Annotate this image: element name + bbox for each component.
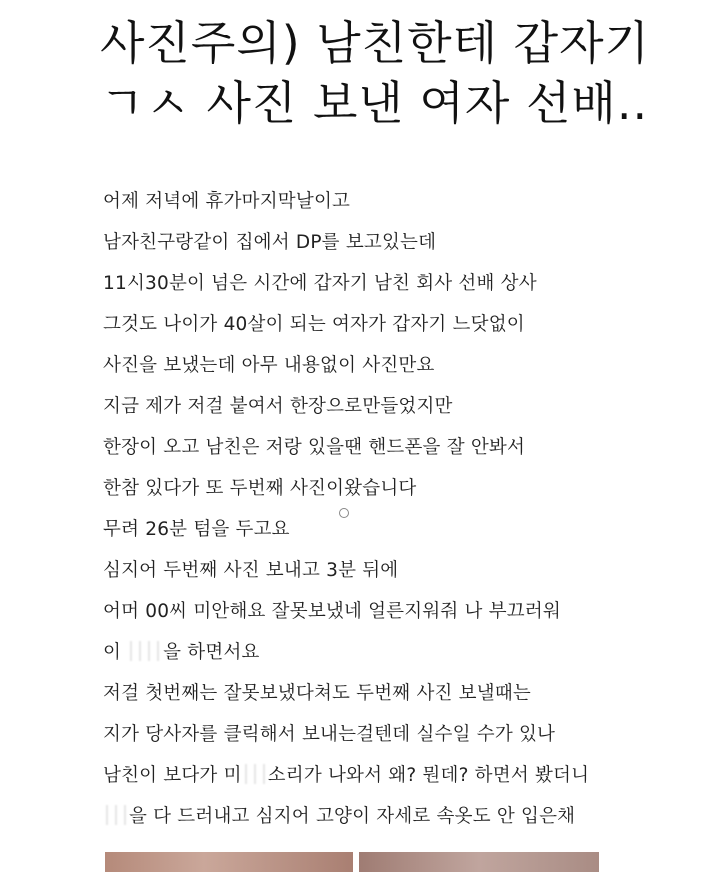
body-line-15-start: 남친이 보다가 미 (103, 765, 242, 786)
body-line-5: 사진을 보냈는데 아무 내용없이 사진만요 (103, 355, 435, 376)
blurred-word (127, 641, 163, 661)
body-line-7: 한장이 오고 남친은 저랑 있을땐 핸드폰을 잘 안봐서 (103, 437, 526, 458)
body-line-16 (103, 803, 589, 844)
body-line-4: 그것도 나이가 40살이 되는 여자가 갑자기 느닷없이 (103, 314, 525, 335)
blurred-word (103, 805, 129, 825)
body-line-8: 한참 있다가 또 두번째 사진이왔습니다 (103, 478, 417, 499)
body-line-15-end: 소리가 나와서 왜? 뭔데? 하면서 봤더니 (267, 765, 590, 786)
page-title-line-2: ㄱㅅ 사진 보낸 여자 선배.. (100, 76, 649, 130)
body-line-16-end: 을 다 드러내고 심지어 고양이 자세로 속옷도 안 입은채 (129, 806, 576, 827)
body-line-2: 남자친구랑같이 집에서 DP를 보고있는데 (103, 232, 437, 253)
body-line-11: 어머 00씨 미안해요 잘못보냈네 얼른지워줘 나 부끄러워 (103, 601, 561, 622)
body-line-10: 심지어 두번째 사진 보내고 3분 뒤에 (103, 560, 399, 581)
body-line-3: 11시30분이 넘은 시간에 갑자기 남친 회사 선배 상사 (103, 273, 537, 294)
body-line-9: 무려 26분 텀을 두고요 (103, 519, 290, 540)
body-line-13: 저걸 첫번째는 잘못보냈다쳐도 두번째 사진 보낼때는 (103, 683, 531, 704)
body-line-14: 지가 당사자를 클릭해서 보내는걸텐데 실수일 수가 있나 (103, 724, 556, 745)
page-title-line-1: 사진주의) 남친한테 갑자기 (100, 16, 650, 70)
blurred-word (242, 764, 268, 784)
attached-photo-1[interactable] (105, 852, 353, 872)
body-line-1: 어제 저녁에 휴가마지막날이고 (103, 191, 351, 212)
body-line-12 (103, 639, 589, 680)
body-line-12-start: 이 (103, 642, 128, 663)
body-line-12-end: 을 하면서요 (163, 642, 260, 663)
attached-photo-2[interactable] (359, 852, 599, 872)
mouse-cursor-icon (339, 508, 349, 518)
attached-photos (105, 852, 599, 872)
body-line-6: 지금 제가 저걸 붙여서 한장으로만들었지만 (103, 396, 453, 417)
body-line-15 (103, 762, 589, 803)
